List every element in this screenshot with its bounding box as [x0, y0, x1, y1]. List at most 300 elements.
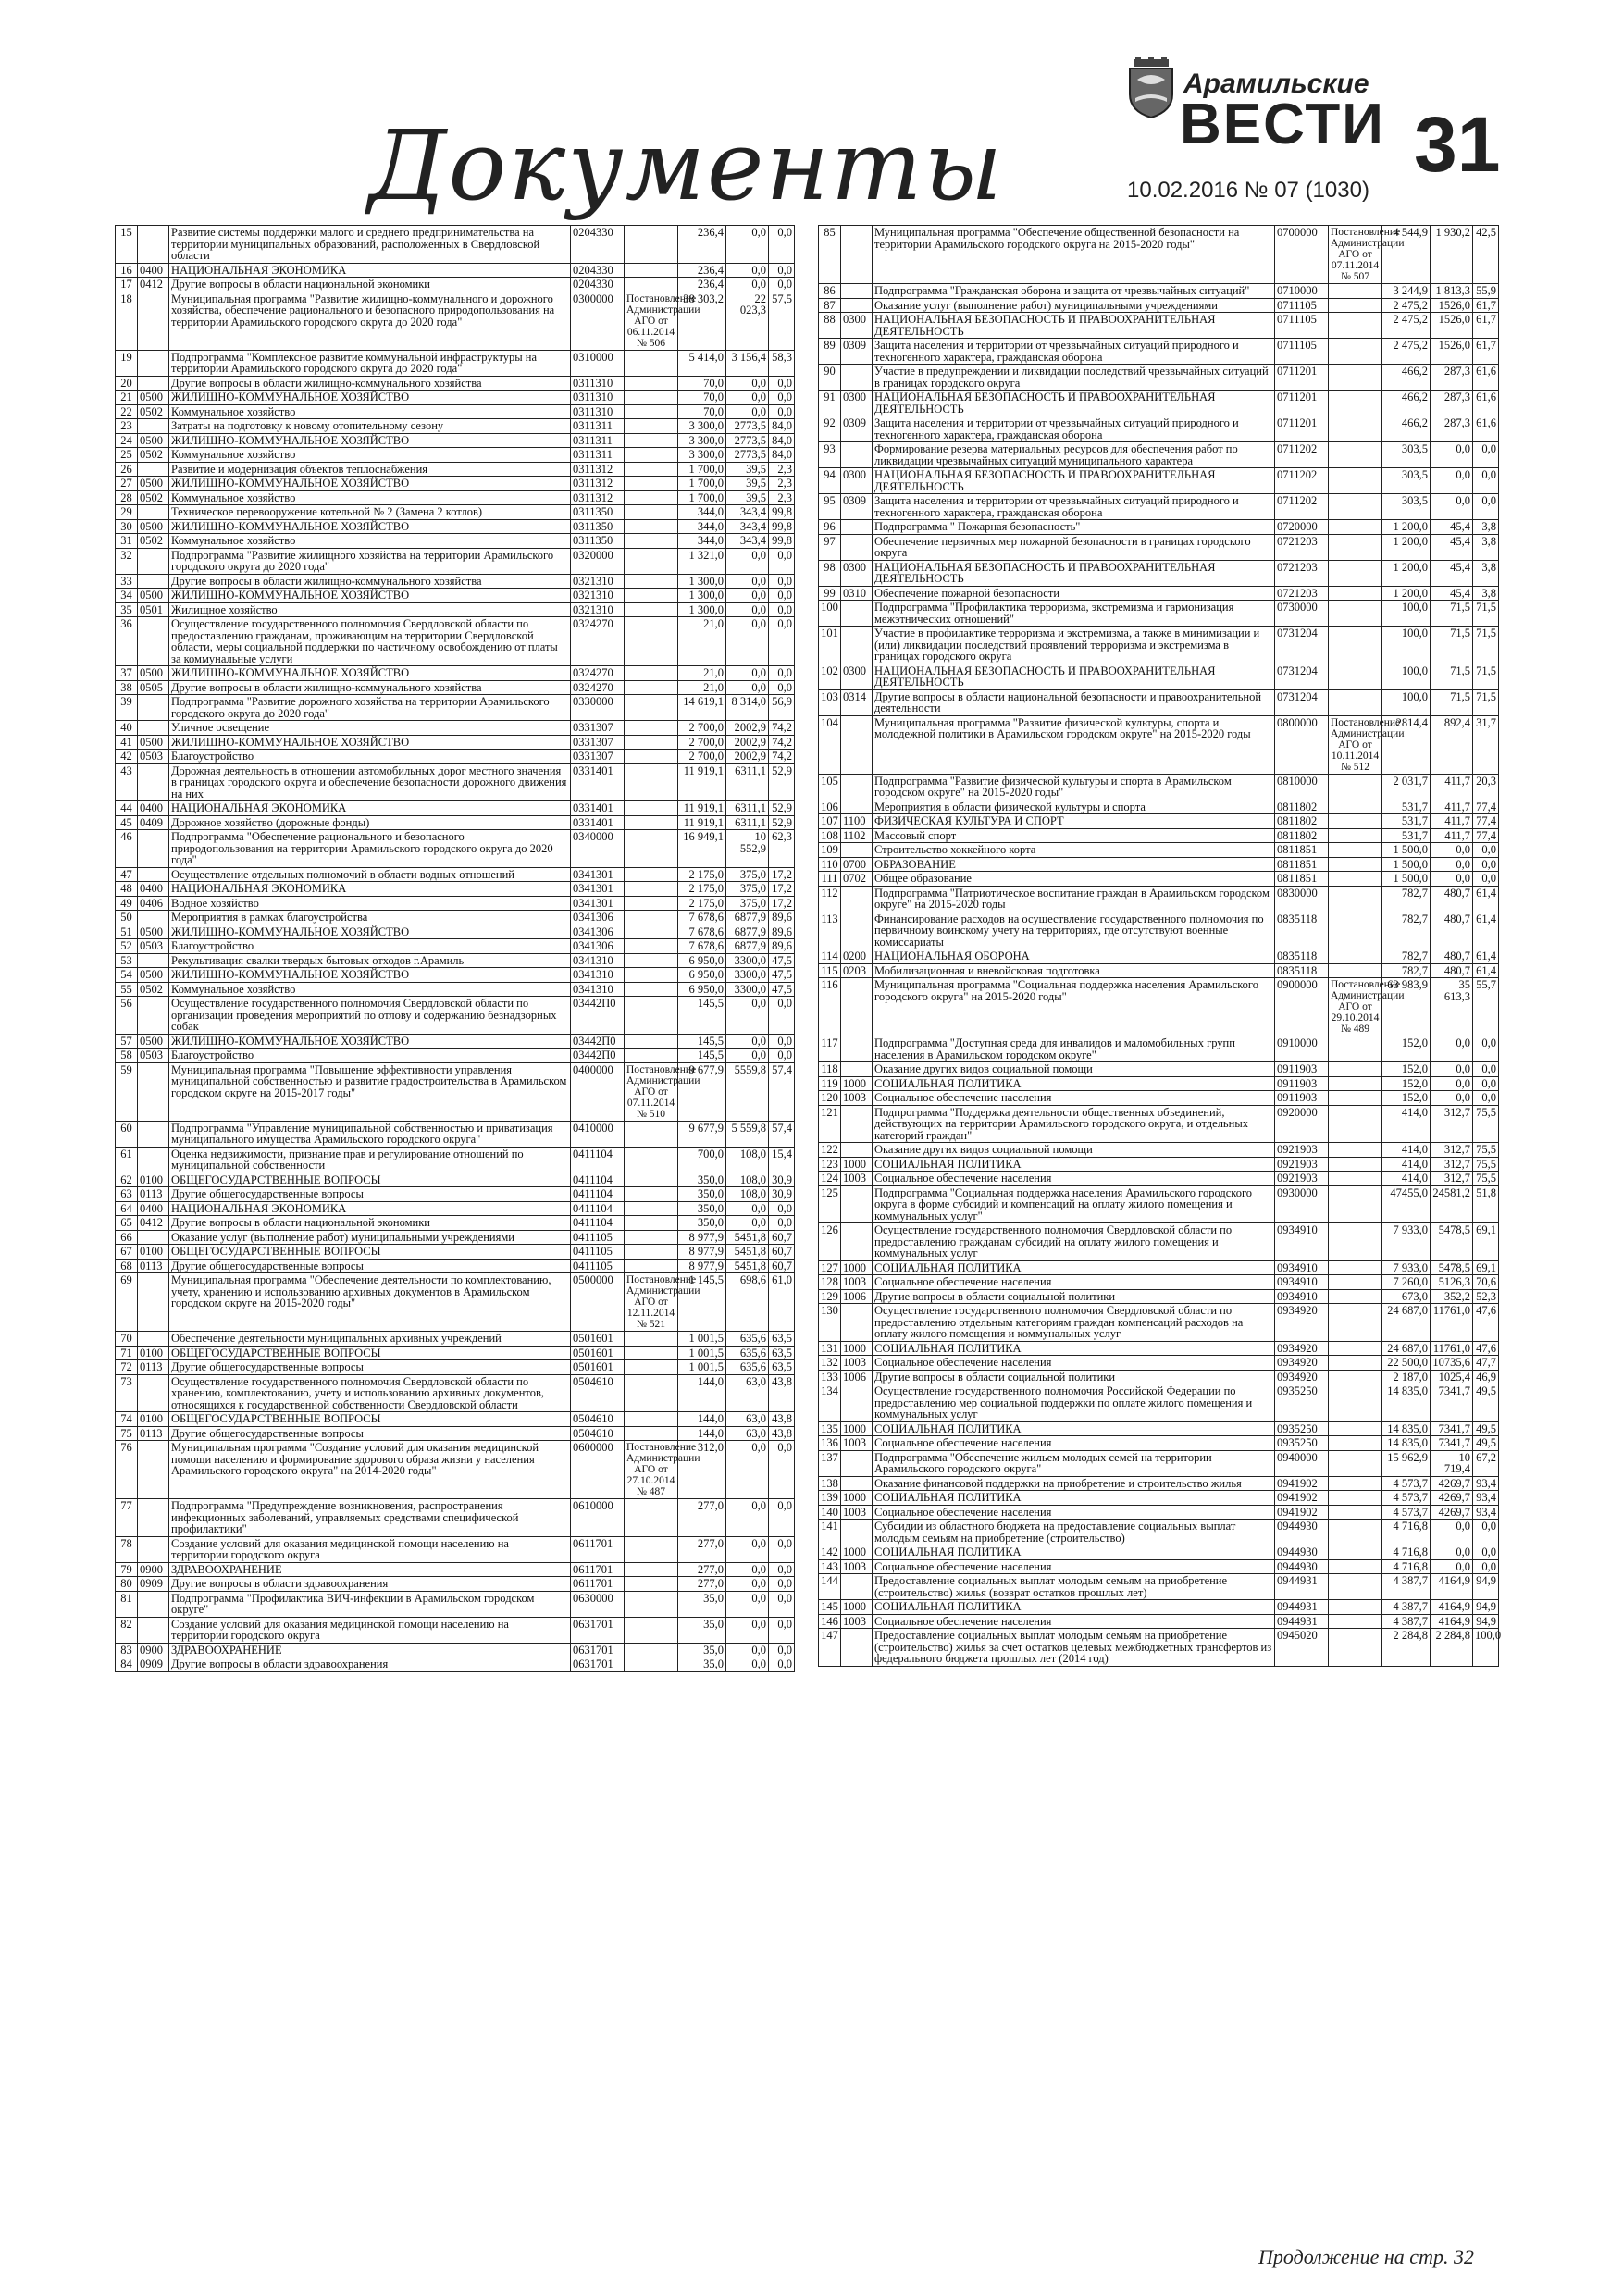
table-row	[116, 534, 795, 549]
executed-amount: 0,0	[1431, 1559, 1473, 1574]
execution-percent: 60,7	[769, 1245, 795, 1260]
expense-name: НАЦИОНАЛЬНАЯ ОБОРОНА	[873, 949, 1275, 964]
target-article-code: 0311310	[571, 404, 625, 419]
target-article-code: 0321310	[571, 602, 625, 617]
row-number: 88	[819, 313, 841, 339]
executed-amount: 0,0	[726, 1577, 769, 1592]
row-number: 59	[116, 1062, 138, 1121]
target-article-code: 0311312	[571, 490, 625, 505]
legal-act	[625, 750, 678, 764]
table-row	[819, 1421, 1499, 1436]
execution-percent: 63,5	[769, 1360, 795, 1375]
table-row	[116, 1273, 795, 1332]
executed-amount: 4164,9	[1431, 1600, 1473, 1615]
section-code: 1003	[841, 1356, 873, 1371]
executed-amount: 0,0	[726, 548, 769, 574]
table-row	[116, 1426, 795, 1441]
planned-amount: 531,7	[1382, 814, 1431, 829]
row-number: 47	[116, 867, 138, 882]
executed-amount: 0,0	[726, 1499, 769, 1537]
executed-amount: 0,0	[1431, 468, 1473, 494]
executed-amount: 0,0	[726, 376, 769, 391]
executed-amount: 375,0	[726, 882, 769, 897]
executed-amount: 0,0	[726, 1034, 769, 1049]
expense-name: НАЦИОНАЛЬНАЯ БЕЗОПАСНОСТЬ И ПРАВООХРАНИТЕЛЬНАЯ ДЕЯТЕЛЬНОСТЬ	[873, 664, 1275, 689]
table-row	[819, 627, 1499, 664]
row-number: 41	[116, 735, 138, 750]
section-code	[138, 1536, 169, 1562]
executed-amount: 5478,5	[1431, 1223, 1473, 1261]
target-article-code: 0711201	[1275, 391, 1329, 416]
planned-amount: 24 687,0	[1382, 1304, 1431, 1342]
target-article-code: 0900000	[1275, 978, 1329, 1036]
section-code: 0500	[138, 391, 169, 405]
table-row	[116, 925, 795, 939]
expense-name: Муниципальная программа "Развитие физической культуры, спорта и молодежной политики в Арамильском городском округе" на 2015-2020 годы	[873, 715, 1275, 774]
table-row	[819, 800, 1499, 814]
planned-amount: 1 300,0	[678, 574, 726, 589]
row-number: 111	[819, 872, 841, 887]
executed-amount: 411,7	[1431, 828, 1473, 843]
target-article-code: 0411104	[571, 1201, 625, 1216]
row-number: 80	[116, 1577, 138, 1592]
expense-name: ЖИЛИЩНО-КОММУНАЛЬНОЕ ХОЗЯЙСТВО	[169, 735, 571, 750]
table-row	[819, 1614, 1499, 1629]
row-number: 100	[819, 601, 841, 627]
target-article-code: 0331401	[571, 763, 625, 801]
table-row	[116, 1591, 795, 1617]
planned-amount: 782,7	[1382, 949, 1431, 964]
planned-amount: 2 284,8	[1382, 1629, 1431, 1667]
legal-act	[1329, 1143, 1382, 1158]
table-row	[819, 284, 1499, 299]
legal-act: Постановление Администрации АГО от 27.10.2014 № 487	[625, 1441, 678, 1499]
execution-percent: 75,5	[1473, 1172, 1499, 1186]
table-row	[819, 1172, 1499, 1186]
target-article-code: 0910000	[1275, 1036, 1329, 1062]
executed-amount: 352,2	[1431, 1289, 1473, 1304]
executed-amount: 0,0	[1431, 442, 1473, 468]
row-number: 81	[116, 1591, 138, 1617]
target-article-code: 0944931	[1275, 1600, 1329, 1615]
budget-table-right	[818, 225, 1502, 1667]
newspaper-logo	[1124, 37, 1385, 156]
legal-act	[1329, 627, 1382, 664]
target-article-code: 0300000	[571, 292, 625, 350]
row-number: 73	[116, 1374, 138, 1412]
executed-amount: 0,0	[726, 602, 769, 617]
legal-act	[625, 815, 678, 830]
table-row	[116, 617, 795, 666]
expense-name: СОЦИАЛЬНАЯ ПОЛИТИКА	[873, 1341, 1275, 1356]
table-row	[116, 477, 795, 491]
executed-amount: 892,4	[1431, 715, 1473, 774]
execution-percent: 0,0	[769, 263, 795, 278]
section-code: 0500	[138, 735, 169, 750]
expense-name: Защита населения и территории от чрезвычайных ситуаций природного и техногенного характера, гражданская оборона	[873, 339, 1275, 365]
table-row	[819, 560, 1499, 586]
expense-name: Оценка недвижимости, признание прав и регулирование отношений по муниципальной собственности	[169, 1147, 571, 1173]
table-row	[819, 442, 1499, 468]
target-article-code: 0600000	[571, 1441, 625, 1499]
planned-amount: 414,0	[1382, 1143, 1431, 1158]
planned-amount: 277,0	[678, 1577, 726, 1592]
row-number: 28	[116, 490, 138, 505]
execution-percent: 0,0	[1473, 1559, 1499, 1574]
table-row	[819, 949, 1499, 964]
planned-amount: 63 983,9	[1382, 978, 1431, 1036]
executed-amount: 0,0	[726, 1617, 769, 1643]
target-article-code: 0631701	[571, 1657, 625, 1672]
target-article-code: 0340000	[571, 830, 625, 868]
legal-act	[1329, 1260, 1382, 1275]
legal-act	[625, 263, 678, 278]
executed-amount: 480,7	[1431, 912, 1473, 949]
executed-amount: 375,0	[726, 867, 769, 882]
target-article-code: 0921903	[1275, 1172, 1329, 1186]
section-code	[841, 1062, 873, 1077]
table-row	[819, 1574, 1499, 1600]
planned-amount: 2 175,0	[678, 867, 726, 882]
section-code: 0300	[841, 664, 873, 689]
planned-amount: 47455,0	[1382, 1185, 1431, 1223]
executed-amount: 39,5	[726, 490, 769, 505]
execution-percent: 47,6	[1473, 1304, 1499, 1342]
legal-act	[1329, 416, 1382, 442]
executed-amount: 24581,2	[1431, 1185, 1473, 1223]
expense-name: Подпрограмма "Предупреждение возникновения, распространения инфекционных заболеваний, управляемых средствами специфической профилактики"	[169, 1499, 571, 1537]
expense-name: ОБЩЕГОСУДАРСТВЕННЫЕ ВОПРОСЫ	[169, 1245, 571, 1260]
planned-amount: 11 919,1	[678, 801, 726, 816]
table-row	[116, 548, 795, 574]
legal-act	[625, 1216, 678, 1231]
planned-amount: 2 700,0	[678, 750, 726, 764]
executed-amount: 0,0	[726, 1201, 769, 1216]
table-row	[116, 1034, 795, 1049]
executed-amount: 71,5	[1431, 627, 1473, 664]
expense-name: Другие вопросы в области здравоохранения	[169, 1577, 571, 1592]
table-row	[116, 763, 795, 801]
legal-act	[1329, 391, 1382, 416]
table-row	[819, 963, 1499, 978]
row-number: 30	[116, 519, 138, 534]
row-number: 25	[116, 448, 138, 463]
execution-percent: 71,5	[1473, 601, 1499, 627]
planned-amount: 2 031,7	[1382, 774, 1431, 800]
target-article-code: 0944931	[1275, 1574, 1329, 1600]
executed-amount: 2002,9	[726, 750, 769, 764]
target-article-code: 0731204	[1275, 689, 1329, 715]
legal-act	[1329, 1614, 1382, 1629]
target-article-code: 0411104	[571, 1216, 625, 1231]
executed-amount: 7341,7	[1431, 1384, 1473, 1422]
planned-amount: 14 835,0	[1382, 1421, 1431, 1436]
brand-name-main: ВЕСТИ	[1180, 93, 1385, 156]
planned-amount: 2 700,0	[678, 735, 726, 750]
section-code	[841, 1574, 873, 1600]
table-row	[819, 1185, 1499, 1223]
target-article-code: 0610000	[571, 1499, 625, 1537]
executed-amount: 0,0	[726, 1536, 769, 1562]
table-row	[116, 1332, 795, 1347]
expense-name: Техническое перевооружение котельной № 2 (Замена 2 котлов)	[169, 505, 571, 520]
row-number: 123	[819, 1157, 841, 1172]
expense-name: Осуществление государственного полномочия Российской Федерации по предоставлению мер социальной поддержки по оплате жилого помещения и коммунальных услуг	[873, 1384, 1275, 1422]
executed-amount: 2773,5	[726, 433, 769, 448]
section-code: 0400	[138, 882, 169, 897]
table-row	[116, 1536, 795, 1562]
section-code: 0100	[138, 1412, 169, 1427]
execution-percent: 99,8	[769, 519, 795, 534]
executed-amount: 287,3	[1431, 365, 1473, 391]
section-code: 0113	[138, 1259, 169, 1273]
section-code: 1000	[841, 1421, 873, 1436]
table-row	[819, 313, 1499, 339]
table-row	[116, 680, 795, 695]
planned-amount: 7 933,0	[1382, 1223, 1431, 1261]
section-code	[138, 1332, 169, 1347]
execution-percent: 63,5	[769, 1332, 795, 1347]
section-code	[138, 548, 169, 574]
target-article-code: 0331307	[571, 735, 625, 750]
execution-percent: 71,5	[1473, 689, 1499, 715]
legal-act	[1329, 1370, 1382, 1384]
executed-amount: 4269,7	[1431, 1476, 1473, 1491]
legal-act	[1329, 1172, 1382, 1186]
table-row	[819, 857, 1499, 872]
table-row	[116, 419, 795, 434]
table-row	[116, 1657, 795, 1672]
section-code	[138, 911, 169, 925]
legal-act	[625, 602, 678, 617]
expense-name: ЖИЛИЩНО-КОММУНАЛЬНОЕ ХОЗЯЙСТВО	[169, 589, 571, 603]
expense-name: Защита населения и территории от чрезвычайных ситуаций природного и техногенного характера, гражданская оборона	[873, 416, 1275, 442]
planned-amount: 4 716,8	[1382, 1559, 1431, 1574]
planned-amount: 21,0	[678, 680, 726, 695]
execution-percent: 62,3	[769, 830, 795, 868]
planned-amount: 277,0	[678, 1536, 726, 1562]
table-row	[819, 1260, 1499, 1275]
row-number: 35	[116, 602, 138, 617]
planned-amount: 9 677,9	[678, 1121, 726, 1147]
executed-amount: 2002,9	[726, 721, 769, 736]
target-article-code: 0324270	[571, 680, 625, 695]
target-article-code: 0941902	[1275, 1505, 1329, 1520]
execution-percent: 0,0	[769, 376, 795, 391]
table-row	[819, 814, 1499, 829]
coat-of-arms-icon	[1126, 57, 1176, 118]
planned-amount: 4 387,7	[1382, 1574, 1431, 1600]
row-number: 117	[819, 1036, 841, 1062]
table-row	[116, 350, 795, 376]
section-code	[841, 534, 873, 560]
expense-name: Другие вопросы в области национальной экономики	[169, 1216, 571, 1231]
legal-act	[625, 763, 678, 801]
planned-amount: 1 001,5	[678, 1360, 726, 1375]
planned-amount: 350,0	[678, 1216, 726, 1231]
legal-act	[625, 1412, 678, 1427]
execution-percent: 57,4	[769, 1121, 795, 1147]
legal-act	[1329, 442, 1382, 468]
section-code	[138, 1147, 169, 1173]
executed-amount: 5451,8	[726, 1245, 769, 1260]
executed-amount: 0,0	[1431, 857, 1473, 872]
expense-name: Другие вопросы в области национальной безопасности и правоохранительной деятельности	[873, 689, 1275, 715]
planned-amount: 70,0	[678, 404, 726, 419]
executed-amount: 411,7	[1431, 814, 1473, 829]
table-row	[819, 1062, 1499, 1077]
table-row	[819, 1559, 1499, 1574]
row-number: 96	[819, 520, 841, 535]
executed-amount: 375,0	[726, 896, 769, 911]
executed-amount: 4164,9	[1431, 1614, 1473, 1629]
legal-act	[625, 1034, 678, 1049]
legal-act: Постановление Администрации АГО от 29.10.2014 № 489	[1329, 978, 1382, 1036]
expense-name: НАЦИОНАЛЬНАЯ БЕЗОПАСНОСТЬ И ПРАВООХРАНИТЕЛЬНАЯ ДЕЯТЕЛЬНОСТЬ	[873, 391, 1275, 416]
execution-percent: 84,0	[769, 433, 795, 448]
executed-amount: 2 284,8	[1431, 1629, 1473, 1667]
executed-amount: 6877,9	[726, 925, 769, 939]
target-article-code: 0204330	[571, 226, 625, 264]
planned-amount: 21,0	[678, 617, 726, 666]
execution-percent: 0,0	[769, 589, 795, 603]
execution-percent: 0,0	[769, 617, 795, 666]
execution-percent: 0,0	[769, 680, 795, 695]
target-article-code: 0330000	[571, 695, 625, 721]
target-article-code: 0204330	[571, 278, 625, 292]
target-article-code: 0504610	[571, 1412, 625, 1427]
section-code: 0502	[138, 534, 169, 549]
issue-date-number: 10.02.2016 № 07 (1030)	[1127, 178, 1369, 203]
table-row	[116, 1216, 795, 1231]
executed-amount: 6311,1	[726, 815, 769, 830]
row-number: 89	[819, 339, 841, 365]
execution-percent: 0,0	[769, 574, 795, 589]
planned-amount: 531,7	[1382, 800, 1431, 814]
expense-name: ОБЩЕГОСУДАРСТВЕННЫЕ ВОПРОСЫ	[169, 1173, 571, 1187]
execution-percent: 49,5	[1473, 1421, 1499, 1436]
expense-name: Муниципальная программа "Обеспечение деятельности по комплектованию, учету, хранению и использованию архивных документов в Арамильском городском округе на 2015-2020 годы"	[169, 1273, 571, 1332]
section-code	[138, 1374, 169, 1412]
row-number: 23	[116, 419, 138, 434]
row-number: 86	[819, 284, 841, 299]
execution-percent: 94,9	[1473, 1600, 1499, 1615]
expense-name: ЖИЛИЩНО-КОММУНАЛЬНОЕ ХОЗЯЙСТВО	[169, 433, 571, 448]
section-code: 0300	[841, 313, 873, 339]
execution-percent: 51,8	[1473, 1185, 1499, 1223]
expense-name: Оказание финансовой поддержки на приобретение и строительство жилья	[873, 1476, 1275, 1491]
section-code: 1003	[841, 1505, 873, 1520]
row-number: 19	[116, 350, 138, 376]
planned-amount: 1 200,0	[1382, 586, 1431, 601]
legal-act	[625, 617, 678, 666]
legal-act	[1329, 912, 1382, 949]
executed-amount: 0,0	[726, 617, 769, 666]
row-number: 45	[116, 815, 138, 830]
execution-percent: 93,4	[1473, 1505, 1499, 1520]
table-row	[116, 1245, 795, 1260]
legal-act	[625, 1657, 678, 1672]
planned-amount: 414,0	[1382, 1157, 1431, 1172]
table-row	[819, 226, 1499, 284]
legal-act	[625, 1562, 678, 1577]
planned-amount: 277,0	[678, 1562, 726, 1577]
section-code: 1006	[841, 1289, 873, 1304]
executed-amount: 4164,9	[1431, 1574, 1473, 1600]
legal-act	[625, 982, 678, 997]
planned-amount: 6 950,0	[678, 953, 726, 968]
expense-name: Строительство хоккейного корта	[873, 843, 1275, 858]
planned-amount: 414,0	[1382, 1105, 1431, 1143]
section-code: 1000	[841, 1341, 873, 1356]
section-code: 0900	[138, 1643, 169, 1657]
row-number: 118	[819, 1062, 841, 1077]
planned-amount: 531,7	[1382, 828, 1431, 843]
row-number: 101	[819, 627, 841, 664]
section-code: 0400	[138, 1201, 169, 1216]
section-code	[841, 1223, 873, 1261]
expense-name: Предоставление социальных выплат молодым семьям на приобретение (строительство) жилья за счет остатков целевых межбюджетных трансфертов из федерального бюджета прошлых лет (2014 год)	[873, 1629, 1275, 1667]
target-article-code: 0934910	[1275, 1260, 1329, 1275]
planned-amount: 1 700,0	[678, 477, 726, 491]
execution-percent: 70,6	[1473, 1275, 1499, 1290]
executed-amount: 0,0	[726, 1643, 769, 1657]
execution-percent: 74,2	[769, 735, 795, 750]
legal-act	[1329, 963, 1382, 978]
legal-act	[625, 830, 678, 868]
section-code: 0502	[138, 404, 169, 419]
expense-name: Создание условий для оказания медицинской помощи населению на территории городского округа	[169, 1536, 571, 1562]
execution-percent: 52,9	[769, 763, 795, 801]
table-row	[819, 1105, 1499, 1143]
planned-amount: 21,0	[678, 666, 726, 681]
table-row	[116, 1499, 795, 1537]
planned-amount: 9 677,9	[678, 1062, 726, 1121]
legal-act	[625, 1049, 678, 1063]
target-article-code: 0934920	[1275, 1304, 1329, 1342]
executed-amount: 63,0	[726, 1412, 769, 1427]
table-row	[819, 1341, 1499, 1356]
expense-name: Социальное обеспечение населения	[873, 1505, 1275, 1520]
row-number: 56	[116, 997, 138, 1035]
table-row	[116, 750, 795, 764]
table-row	[819, 689, 1499, 715]
row-number: 107	[819, 814, 841, 829]
planned-amount: 673,0	[1382, 1289, 1431, 1304]
row-number: 113	[819, 912, 841, 949]
row-number: 138	[819, 1476, 841, 1491]
execution-percent: 15,4	[769, 1147, 795, 1173]
target-article-code: 0311312	[571, 477, 625, 491]
execution-percent: 0,0	[769, 997, 795, 1035]
execution-percent: 47,5	[769, 982, 795, 997]
table-row	[116, 505, 795, 520]
row-number: 133	[819, 1370, 841, 1384]
target-article-code: 0311310	[571, 391, 625, 405]
table-row	[819, 1476, 1499, 1491]
execution-percent: 0,0	[769, 391, 795, 405]
target-article-code: 0501601	[571, 1360, 625, 1375]
planned-amount: 35,0	[678, 1643, 726, 1657]
execution-percent: 52,3	[1473, 1289, 1499, 1304]
execution-percent: 67,2	[1473, 1450, 1499, 1476]
row-number: 143	[819, 1559, 841, 1574]
section-code: 1006	[841, 1370, 873, 1384]
planned-amount: 3 300,0	[678, 419, 726, 434]
expense-name: Дорожная деятельность в отношении автомобильных дорог местного значения в границах городского округа и обеспечение безопасности дорожного движения на них	[169, 763, 571, 801]
row-number: 70	[116, 1332, 138, 1347]
section-code	[841, 365, 873, 391]
